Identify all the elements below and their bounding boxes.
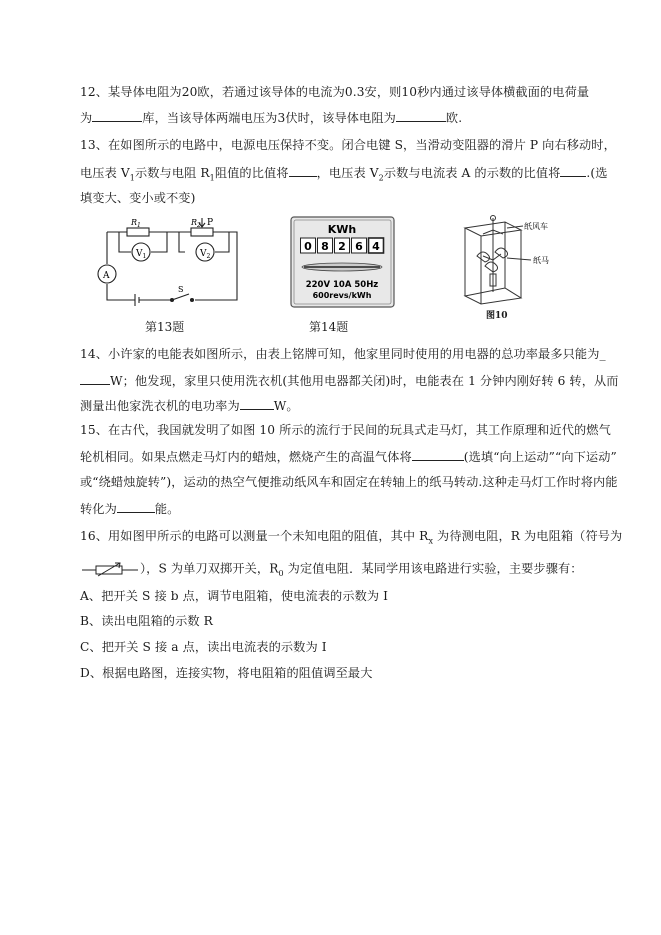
q16-step-b: B、读出电阻箱的示数 R [80,614,213,628]
meter-spec: 220V 10A 50Hz [305,280,379,290]
r2-label: $R_2$ [191,218,201,229]
answer-blank[interactable] [396,109,446,122]
label-windmill: 纸风车 [524,222,548,231]
meter-digit: 4 [372,240,380,253]
switch-label: S [178,285,184,294]
meter-digit: 6 [355,240,363,253]
answer-blank[interactable] [117,500,155,513]
answer-blank[interactable] [560,164,586,177]
q16-step-d: D、根据电路图，连接实物，将电阻箱的阻值调至最大 [80,666,373,680]
answer-blank[interactable] [80,372,110,385]
meter-unit: KWh [327,223,357,236]
q12-line1: 12、某导体电阻为20欧，若通过该导体的电流为0.3安，则10秒内通过该导体横截面的电荷量 [80,85,590,99]
p-label: P [207,218,214,228]
q14-line3: 测量出他家洗衣机的电功率为 W。 [80,399,299,413]
answer-blank[interactable] [92,109,142,122]
meter-digits [301,238,384,253]
q13-line1: 13、在如图所示的电路中，电源电压保持不变。闭合电键 S，当滑动变阻器的滑片 P 向右移动时， [80,138,616,152]
q16-step-c: C、把开关 S 接 a 点，读出电流表的示数为 I [80,640,327,654]
caption-q13: 第13题 [145,320,185,334]
q16-line2: ），S 为单刀双掷开关，$R_0$ 为定值电阻．某同学用该电路进行实验，主要步骤有： [80,560,583,578]
label-horse: 纸马 [533,256,549,265]
resistance-box-symbol [80,560,140,578]
circuit-diagram [95,214,245,310]
q15-line4: 转化为 能。 [80,502,180,516]
meter-digit: 8 [321,240,329,253]
meter-digit: 0 [304,240,312,253]
meter-revs: 600revs/kWh [312,291,372,300]
q15-line3: 或“绕蜡烛旋转”)，运动的热空气便推动纸风车和固定在转轴上的纸马转动.这种走马灯工作时将内能 [80,475,618,489]
caption-q14: 第14题 [309,320,349,334]
q16-step-a: A、把开关 S 接 b 点，调节电阻箱，使电流表的示数为 I [80,589,389,603]
q14-line1: 14、小许家的电能表如图所示，由表上铭牌可知，他家里同时使用的用电器的总功率最多只能为_ [80,347,606,361]
answer-blank[interactable] [289,164,317,177]
meter-digit: 2 [338,240,346,253]
q16-line1: 16、用如图甲所示的电路可以测量一个未知电阻的阻值，其中 $R_x$ 为待测电阻，R 为电阻箱（符号为 [80,529,623,546]
q13-line2: 电压表 $V_1$示数与电阻 $R_1$阻值的比值将 ，电压表 $V_2$示数与电流表 A 的示数的比值将 .(选 [80,166,608,183]
electric-meter [290,216,395,308]
q15-line1: 15、在古代，我国就发明了如图 10 所示的流行于民间的玩具式走马灯，其工作原理和近代的燃气 [80,423,611,437]
q12-line2: 为 库，当该导体两端电压为3伏时，该导体电阻为 欧. [80,111,463,125]
q15-line2: 轮机相同。如果点燃走马灯内的蜡烛，燃烧产生的高温气体将 (选填“向上运动”“向下运动” [80,450,617,464]
q14-line2: W；他发现，家里只使用洗衣机(其他用电器都关闭)时，电能表在 1 分钟内刚好转 6 转，从而 [80,372,619,389]
answer-blank[interactable] [412,448,464,461]
caption-fig10: 图10 [486,311,508,321]
v1-label: $V_1$ [136,249,147,260]
ammeter-label: A [103,271,110,281]
r1-label: $R_1$ [131,218,141,229]
lantern-figure [455,212,565,310]
q13-line3: 填变大、变小或不变) [80,191,196,205]
answer-blank[interactable] [240,397,274,410]
v2-label: $V_2$ [200,249,211,260]
